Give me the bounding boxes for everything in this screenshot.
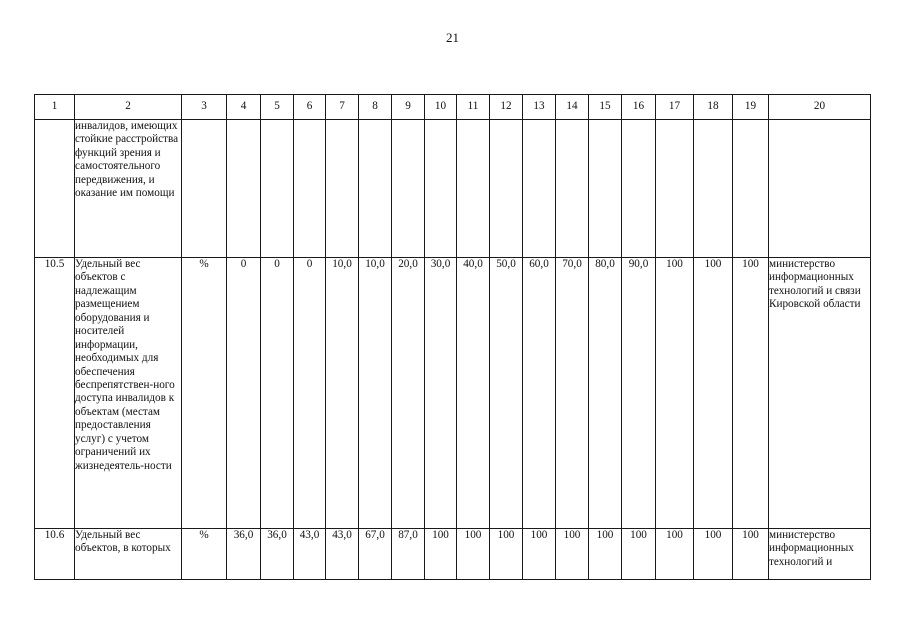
row-code: 10.6 — [35, 529, 75, 580]
column-header: 14 — [556, 95, 589, 120]
row-responsible: министерство информационных технологий и связи Кировской области — [769, 258, 871, 529]
value-cell: 0 — [294, 258, 326, 529]
value-cell: 100 — [733, 529, 769, 580]
table-row — [35, 258, 871, 529]
value-cell: 70,0 — [556, 258, 589, 529]
column-header: 3 — [182, 95, 227, 120]
page-number: 21 — [446, 30, 459, 45]
value-cell — [622, 120, 656, 258]
column-header: 20 — [769, 95, 871, 120]
column-header: 2 — [75, 95, 182, 120]
row-unit — [182, 120, 227, 258]
value-cell: 100 — [457, 529, 490, 580]
value-cell: 100 — [694, 529, 733, 580]
value-cell: 100 — [656, 258, 694, 529]
value-cell — [490, 120, 523, 258]
value-cell: 43,0 — [294, 529, 326, 580]
column-header: 13 — [523, 95, 556, 120]
value-cell — [392, 120, 425, 258]
value-cell: 90,0 — [622, 258, 656, 529]
row-description: инвалидов, имеющих стойкие расстройства функций зрения и самостоятельного передвижения, и оказание им помощи — [75, 120, 182, 258]
column-header: 6 — [294, 95, 326, 120]
row-unit: % — [182, 529, 227, 580]
value-cell: 100 — [733, 258, 769, 529]
value-cell: 30,0 — [425, 258, 457, 529]
row-responsible: министерство информационных технологий и — [769, 529, 871, 580]
value-cell: 0 — [227, 258, 261, 529]
value-cell: 100 — [425, 529, 457, 580]
value-cell: 100 — [694, 258, 733, 529]
column-header: 8 — [359, 95, 392, 120]
column-header: 4 — [227, 95, 261, 120]
value-cell: 87,0 — [392, 529, 425, 580]
value-cell — [694, 120, 733, 258]
table-row — [35, 120, 871, 258]
value-cell — [326, 120, 359, 258]
row-code — [35, 120, 75, 258]
value-cell — [457, 120, 490, 258]
value-cell: 100 — [556, 529, 589, 580]
column-header: 16 — [622, 95, 656, 120]
column-header: 17 — [656, 95, 694, 120]
value-cell: 80,0 — [589, 258, 622, 529]
value-cell: 100 — [622, 529, 656, 580]
value-cell — [261, 120, 294, 258]
value-cell — [294, 120, 326, 258]
column-header: 9 — [392, 95, 425, 120]
value-cell — [425, 120, 457, 258]
value-cell — [656, 120, 694, 258]
value-cell: 10,0 — [326, 258, 359, 529]
row-code: 10.5 — [35, 258, 75, 529]
column-header: 12 — [490, 95, 523, 120]
row-unit: % — [182, 258, 227, 529]
value-cell — [523, 120, 556, 258]
value-cell: 36,0 — [227, 529, 261, 580]
column-header: 10 — [425, 95, 457, 120]
value-cell: 0 — [261, 258, 294, 529]
value-cell — [589, 120, 622, 258]
value-cell: 43,0 — [326, 529, 359, 580]
value-cell: 67,0 — [359, 529, 392, 580]
value-cell — [733, 120, 769, 258]
value-cell: 50,0 — [490, 258, 523, 529]
value-cell: 40,0 — [457, 258, 490, 529]
header-row — [35, 95, 871, 120]
value-cell: 10,0 — [359, 258, 392, 529]
value-cell: 20,0 — [392, 258, 425, 529]
column-header: 19 — [733, 95, 769, 120]
column-header: 11 — [457, 95, 490, 120]
row-responsible — [769, 120, 871, 258]
value-cell: 100 — [490, 529, 523, 580]
row-description: Удельный вес объектов, в которых — [75, 529, 182, 580]
column-header: 15 — [589, 95, 622, 120]
indicator-table — [34, 94, 871, 580]
value-cell — [227, 120, 261, 258]
column-header: 7 — [326, 95, 359, 120]
value-cell: 100 — [589, 529, 622, 580]
value-cell: 60,0 — [523, 258, 556, 529]
column-header: 5 — [261, 95, 294, 120]
column-header: 18 — [694, 95, 733, 120]
column-header: 1 — [35, 95, 75, 120]
value-cell — [359, 120, 392, 258]
row-description: Удельный вес объектов с надлежащим размещением оборудования и носителей информации, необходимых для обеспечения беспрепятствен-ного доступа инвалидов к объектам (местам предоставления услуг) с учетом ограничений их жизнедеятель-ности — [75, 258, 182, 529]
value-cell: 36,0 — [261, 529, 294, 580]
table-row — [35, 529, 871, 580]
value-cell — [556, 120, 589, 258]
value-cell: 100 — [523, 529, 556, 580]
value-cell: 100 — [656, 529, 694, 580]
